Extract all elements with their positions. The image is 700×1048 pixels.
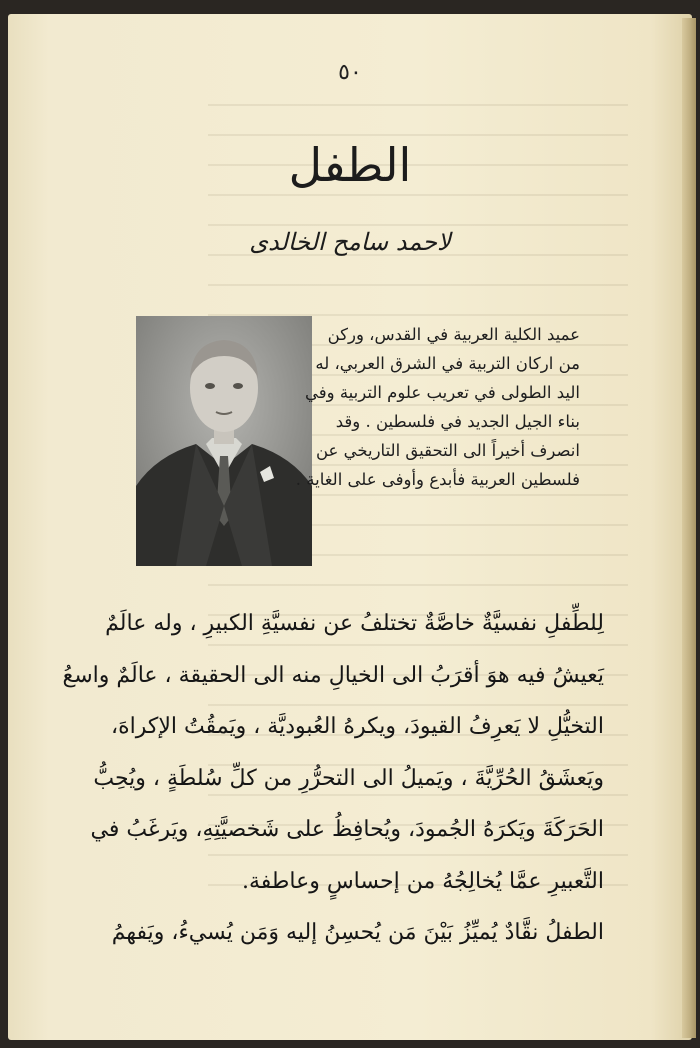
bio-line: انصرف أخيراً الى التحقيق التاريخي عن — [315, 441, 580, 460]
bio-line: عميد الكلية العربية في القدس، وركن — [327, 325, 580, 344]
body-text — [62, 598, 604, 959]
body-line: ويَعشَقُ الحُرِّيَّةَ ، ويَميلُ الى التحرُّرِ من كلِّ سُلطَةٍ ، ويُحِبُّ — [93, 765, 604, 791]
body-line: التَّعبيرِ عمَّا يُخالِجُهُ من إحساسٍ وعاطفة. — [241, 868, 604, 894]
body-line: الطفلُ نقَّادٌ يُميِّزُ بَيْنَ مَن يُحسِنُ إليه وَمَن يُسيءُ، ويَفهمُ — [111, 920, 604, 945]
bio-line: فلسطين العربية فأبدع وأوفى على الغاية . — [295, 470, 580, 489]
bio-line: بناء الجيل الجديد في فلسطين . وقد — [335, 412, 580, 431]
body-line: التخيُّلِ لا يَعرِفُ القيودَ، ويكرهُ العُبوديَّة ، ويَمقُتُ الإكراهَ، — [111, 714, 604, 739]
bio-line: اليد الطولى في تعريب علوم التربية وفي — [304, 383, 580, 402]
author-biography — [295, 320, 580, 494]
author-portrait-photo — [136, 316, 312, 566]
page-number: ٥٠ — [338, 60, 362, 85]
body-line: لِلطِّفلِ نفسيَّةٌ خاصَّةٌ تختلفُ عن نفسيَّةِ الكبيرِ ، وله عالَمٌ — [105, 611, 604, 636]
article-title: الطفل — [288, 138, 412, 192]
author-name: لاحمد سامح الخالدى — [249, 228, 451, 256]
body-line: الحَرَكَةَ ويَكرَهُ الجُمودَ، ويُحافِظُ على شَخصيَّتِهِ، ويَرغَبُ في — [90, 817, 604, 842]
bio-line: من اركان التربية في الشرق العربي، له — [315, 354, 580, 373]
portrait-image — [136, 316, 312, 566]
body-line: يَعيشُ فيه هوَ أقرَبُ الى الخيالِ منه الى الحقيقة ، عالَمٌ واسعُ — [62, 662, 604, 688]
